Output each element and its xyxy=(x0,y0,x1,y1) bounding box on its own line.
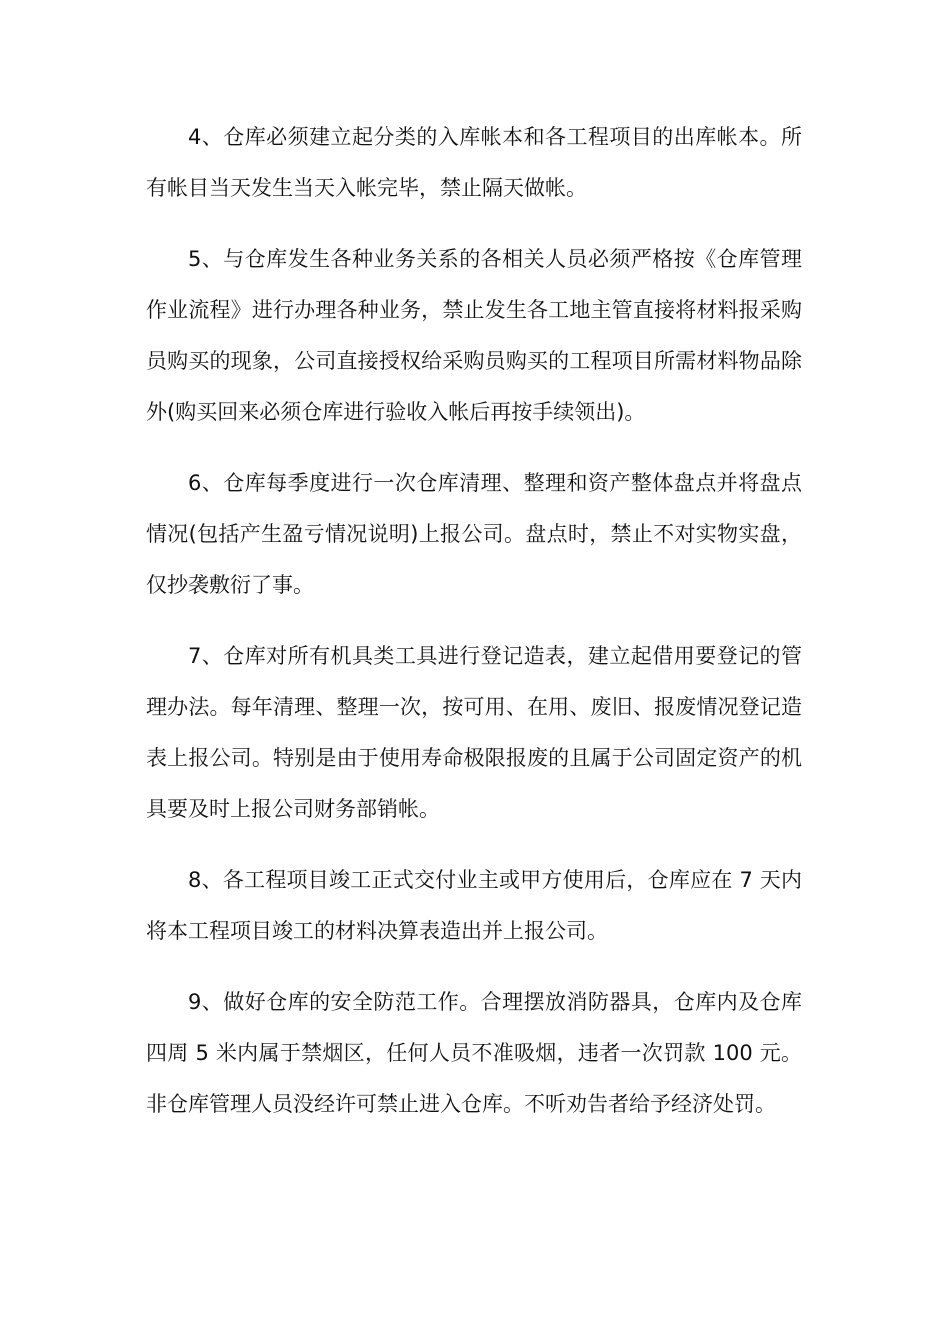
document-page xyxy=(146,112,802,1150)
rule-paragraph-6: 6、仓库每季度进行一次仓库清理、整理和资产整体盘点并将盘点情况(包括产生盈亏情况说明)上报公司。盘点时，禁止不对实物实盘，仅抄袭敷衍了事。 xyxy=(146,471,802,597)
rule-paragraph-5: 5、与仓库发生各种业务关系的各相关人员必须严格按《仓库管理作业流程》进行办理各种业务，禁止发生各工地主管直接将材料报采购员购买的现象，公司直接授权给采购员购买的工程项目所需材料物品除外(购买回来必须仓库进行验收入帐后再按手续领出)。 xyxy=(146,247,802,424)
rule-paragraph-8: 8、各工程项目竣工正式交付业主或甲方使用后，仓库应在 7 天内将本工程项目竣工的材料决算表造出并上报公司。 xyxy=(146,868,802,943)
rule-paragraph-4: 4、仓库必须建立起分类的入库帐本和各工程项目的出库帐本。所有帐目当天发生当天入帐完毕，禁止隔天做帐。 xyxy=(146,125,802,200)
rule-paragraph-7: 7、仓库对所有机具类工具进行登记造表，建立起借用要登记的管理办法。每年清理、整理一次，按可用、在用、废旧、报废情况登记造表上报公司。特别是由于使用寿命极限报废的且属于公司固定资产的机具要及时上报公司财务部销帐。 xyxy=(146,644,802,821)
rule-paragraph-9: 9、做好仓库的安全防范工作。合理摆放消防器具，仓库内及仓库四周 5 米内属于禁烟区，任何人员不准吸烟，违者一次罚款 100 元。非仓库管理人员没经许可禁止进入仓库。不听劝告者给予经济处罚。 xyxy=(146,990,802,1116)
